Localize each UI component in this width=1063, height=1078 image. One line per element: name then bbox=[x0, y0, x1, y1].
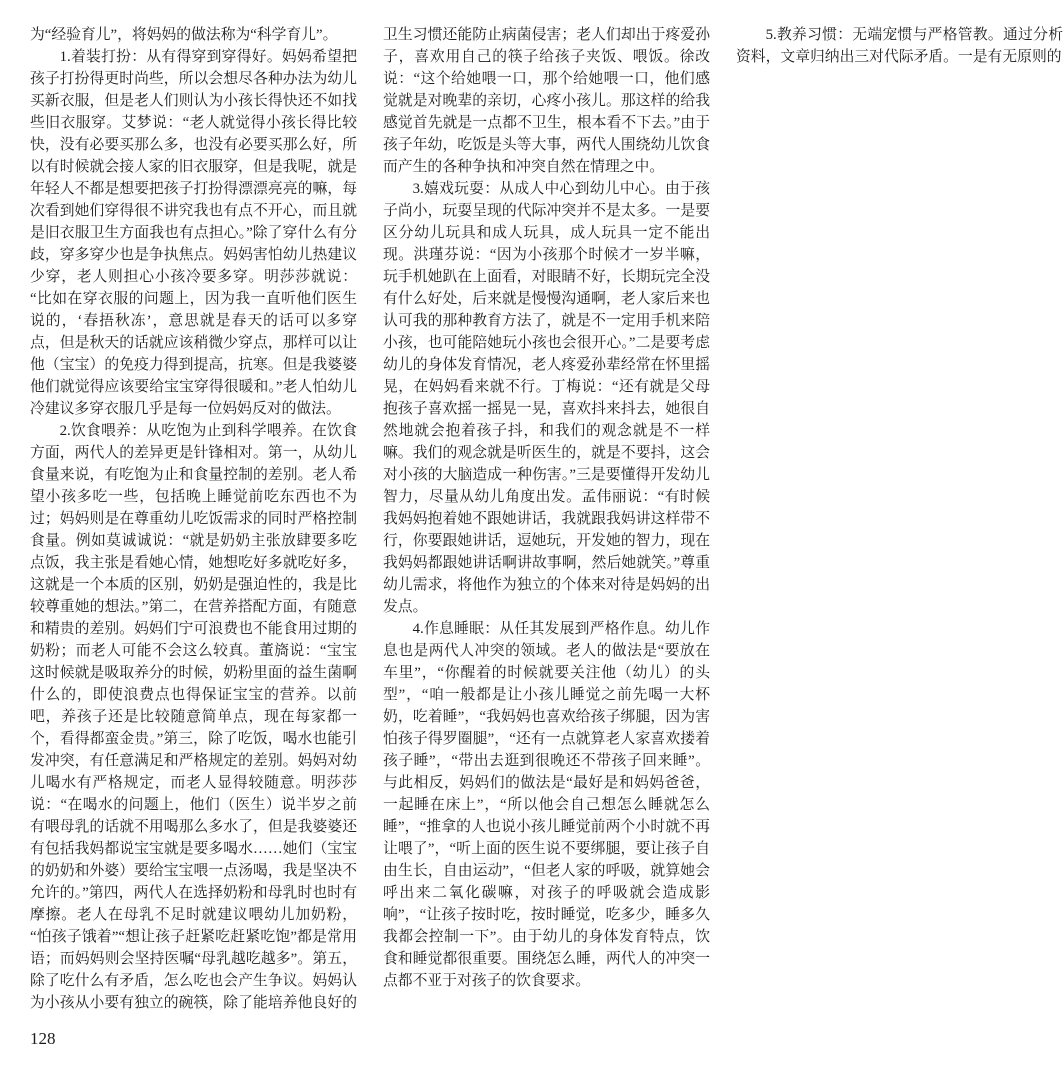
page-number: 128 bbox=[30, 1029, 56, 1048]
paragraph-continuation: 为“经验育儿”，将妈妈的做法称为“科学育儿”。 bbox=[30, 27, 338, 43]
paragraph-section-3-play: 3.嬉戏玩耍：从成人中心到幼儿中心。由于孩子尚小，玩耍呈现的代际冲突并不是太多。一是要区分幼儿玩具和成人玩具，成人玩具一定不能出现。洪瑾芬说：“因为小孩那个时候才一岁半嘛，玩手机她趴在上面看，对眼睛不好，长期玩完全没有什么好处，后来就是慢慢沟通啊，老人家后来也认可我的那种教育方法了，就是不一定用手机来陪小孩，也可能陪她玩小孩也会很开心。”二是要考虑幼儿的身体发育情况，老人疼爱孙辈经常在怀里摇晃，在妈妈看来就不行。丁梅说：“还有就是父母抱孩子喜欢摇一摇晃一晃，喜欢抖来抖去，她很自然地就会抱着孩子抖，和我们的观念就是不一样嘛。我们的观念就是听医生的，就是不要抖，这会对小孩的大脑造成一种伤害。”三是要懂得开发幼儿智力，尽量从幼儿角度出发。孟伟丽说：“有时候我妈妈抱着她不跟她讲话，我就跟我妈讲这样带不行，你要跟她讲话，逗她玩，开发她的智力，现在我妈妈都跟她讲话啊讲故事啊，然后她就笑。”尊重幼儿需求，将他作为独立的个体来对待是妈妈的出发点。 bbox=[383, 181, 710, 615]
paragraph-section-1-dressing: 1.着装打扮：从有得穿到穿得好。妈妈希望把孩子打扮得更时尚些，所以会想尽各种办法为幼儿买新衣服，但是老人们则认为小孩长得快还不如找些旧衣服穿。艾梦说：“老人就觉得小孩长得比较快，没有必要买那么多，也没有必要买那么好，所以有时候就会接人家的旧衣服穿，但是我呢，就是年轻人不都是想要把孩子打扮得漂漂亮亮的嘛，每次看到她们穿得很不讲究我也有点不开心，而且就是旧衣服卫生方面我也有点担心。”除了穿什么有分歧，穿多穿少也是争执焦点。妈妈害怕幼儿热建议少穿，老人则担心小孩冷要多穿。明莎莎就说：“比如在穿衣服的问题上，因为我一直听他们医生说的，‘春捂秋冻’，意思就是春天的话可以多穿点，但是秋天的话就应该稍微少穿点，那样可以让他（宝宝）的免疫力得到提高，抗寒。但是我婆婆他们就觉得应该要给宝宝穿得很暖和。”老人怕幼儿冷建议多穿衣服几乎是每一位妈妈反对的做法。 bbox=[30, 49, 357, 417]
paragraph-section-5-discipline: 5.教养习惯：无端宠惯与严格管教。通过分析资料，文章归纳出三对代际矛盾。一是有无原则的 bbox=[736, 27, 1063, 65]
two-column-text-body bbox=[30, 24, 1063, 1019]
paragraph-section-4-sleep: 4.作息睡眠：从任其发展到严格作息。幼儿作息也是两代人冲突的领域。老人的做法是“要放在车里”，“你醒着的时候就要关注他（幼儿）的头型”，“咱一般都是让小孩儿睡觉之前先喝一大杯奶，吃着睡”，“我妈妈也喜欢给孩子绑腿，因为害怕孩子得罗圈腿”，“还有一点就算老人家喜欢搂着孩子睡”，“带出去逛到很晚还不带孩子回来睡”。与此相反，妈妈们的做法是“最好是和妈妈爸爸，一起睡在床上”，“所以他会自己想怎么睡就怎么睡”，“推拿的人也说小孩儿睡觉前两个小时就不再让喂了”，“听上面的医生说不要绑腿，要让孩子自由生长，自由运动”，“但老人家的呼吸，就算她会呼出来二氧化碳嘛，对孩子的呼吸就会造成影响”，“让孩子按时吃，按时睡觉，吃多少，睡多久我都会控制一下”。由于幼儿的身体发育特点，饮食和睡觉都很重要。围绕怎么睡，两代人的冲突一点都不亚于对孩子的饮食要求。 bbox=[383, 621, 710, 989]
paragraph-section-2-feeding: 2.饮食喂养：从吃饱为止到科学喂养。在饮食方面，两代人的差异更是针锋相对。第一，从幼儿食量来说，有吃饱为止和食量控制的差别。老人希望小孩多吃一些，包括晚上睡觉前吃东西也不为过；妈妈则是在尊重幼儿吃饭需求的同时严格控制食量。例如莫诚诚说：“就是奶奶主张放肆要多吃点饭，我主张是看她心情，她想吃好多就吃好多，这就是一个本质的区别，奶奶是强迫性的，我是比较尊重她的想法。”第二，在营养搭配方面，有随意和精贵的差别。妈妈们宁可浪费也不能食用过期的奶粉；而老人可能不会这么较真。董旖说：“宝宝这时候就是吸取养分的时候，奶粉里面的益生菌啊什么的，即使浪费点也得保证宝宝的营养。以前吧，养孩子还是比较随意简单点，现在每家都一个，看得都蛮金贵。”第三，除了吃饭，喝水也能引发冲突，有任意满足和严格规定的差别。妈妈对幼儿喝水有严格规定，而老人显得较随意。明莎莎说：“在喝水的问题上，他们（医生）说半岁之前有喂母乳的话就不用喝那么多水了，但是我婆婆还有包括我妈都说宝宝就是要多喝水……她们（宝宝的奶奶和外婆）要给宝宝喂一点汤喝，我是坚决不允许的。”第四，两代人在选择奶粉和母乳时也时有摩擦。老人在母乳不足时就建议喂幼儿加奶粉，“怕孩子饿着”“想让孩子赶紧吃赶紧吃饱”都是常用语；而妈妈则会坚持医嘱“母乳越吃越多”。第五，除了吃什么有矛盾，怎么吃也会产生争议。妈妈认为小孩从小要有独立的碗筷，除了能培养他良好的卫生习惯还能防止病菌侵害；老人们却出于疼爱孙子，喜欢用自己的筷子给孩子夹饭、喂饭。徐改说：“这个给她喂一口，那个给她喂一口，他们感觉就是对晚辈的亲切，心疼小孩儿。那这样的给我感觉首先就是一点都不卫生，根本看不下去。”由于孩子年幼，吃饭是头等大事，两代人围绕幼儿饮食而产生的各种争执和冲突自然在情理之中。 bbox=[30, 27, 710, 1011]
